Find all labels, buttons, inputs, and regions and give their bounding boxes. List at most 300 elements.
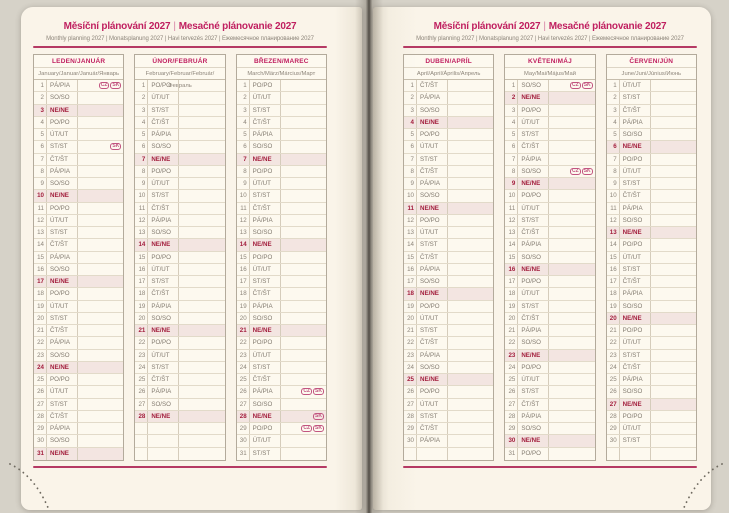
day-number: 26	[607, 386, 620, 397]
day-abbrev: SO/SO	[47, 178, 78, 189]
notes-cell	[549, 276, 594, 287]
day-number: 7	[34, 154, 47, 165]
notes-cell	[448, 350, 493, 361]
day-number: 10	[34, 190, 47, 201]
notes-cell	[281, 154, 326, 165]
day-abbrev: ST/ST	[47, 227, 78, 238]
day-abbrev	[148, 448, 179, 460]
day-row	[34, 350, 123, 362]
holiday-badge-cz: CZ	[572, 82, 579, 89]
day-row	[237, 178, 326, 190]
day-abbrev: PO/PO	[250, 166, 281, 177]
day-abbrev: PÁ/PIA	[47, 423, 78, 434]
day-number: 11	[237, 203, 250, 214]
month-table-2	[134, 54, 225, 461]
day-row	[34, 337, 123, 349]
notes-cell	[179, 288, 224, 299]
month-name: ÚNOR/FEBRUÁR	[135, 55, 224, 68]
day-number: 16	[34, 264, 47, 275]
day-abbrev: ST/ST	[148, 190, 179, 201]
day-abbrev: PO/PO	[620, 325, 651, 336]
day-row	[135, 92, 224, 104]
day-row	[135, 301, 224, 313]
notes-cell	[281, 239, 326, 250]
day-abbrev: SO/SO	[620, 301, 651, 312]
day-abbrev: PO/PO	[518, 190, 549, 201]
day-abbrev: ČT/ŠT	[148, 117, 179, 128]
day-number	[404, 448, 417, 460]
day-number: 5	[404, 129, 417, 140]
notes-cell	[179, 154, 224, 165]
day-abbrev: ST/ST	[250, 448, 281, 460]
notes-cell	[179, 374, 224, 385]
day-row	[237, 313, 326, 325]
day-number: 22	[237, 337, 250, 348]
notes-cell	[448, 435, 493, 446]
notes-cell	[281, 166, 326, 177]
notes-cell	[549, 166, 594, 177]
day-abbrev: PO/PO	[620, 411, 651, 422]
holiday-badge-cz: CZ	[303, 388, 311, 395]
notes-cell	[448, 227, 493, 238]
day-number: 18	[135, 288, 148, 299]
notes-cell	[651, 423, 696, 434]
day-row	[237, 264, 326, 276]
notes-cell	[281, 178, 326, 189]
day-row	[237, 325, 326, 337]
notes-cell	[448, 276, 493, 287]
day-number: 15	[505, 252, 518, 263]
day-abbrev: ÚT/UT	[620, 166, 651, 177]
notes-cell	[179, 227, 224, 238]
notes-cell	[281, 227, 326, 238]
day-abbrev: ČT/ŠT	[250, 203, 281, 214]
notes-cell	[448, 92, 493, 103]
day-abbrev: ČT/ŠT	[518, 399, 549, 410]
day-abbrev: NE/NE	[417, 203, 448, 214]
day-number: 14	[607, 239, 620, 250]
day-number: 23	[237, 350, 250, 361]
day-number: 20	[505, 313, 518, 324]
day-number: 27	[135, 399, 148, 410]
day-row	[34, 288, 123, 300]
notes-cell	[549, 178, 594, 189]
notes-cell	[281, 215, 326, 226]
day-row	[404, 399, 493, 411]
day-row	[34, 80, 123, 92]
title-separator: |	[173, 21, 176, 32]
day-abbrev: PO/PO	[250, 423, 281, 434]
notes-cell	[549, 435, 594, 446]
day-row	[607, 411, 696, 423]
notes-cell	[549, 239, 594, 250]
notes-cell	[281, 190, 326, 201]
notes-cell	[179, 423, 224, 434]
day-row	[135, 337, 224, 349]
day-row	[404, 386, 493, 398]
day-row	[135, 203, 224, 215]
day-row	[505, 105, 594, 117]
day-row	[607, 276, 696, 288]
notes-cell	[78, 154, 123, 165]
notes-cell	[78, 374, 123, 385]
notes-cell	[179, 92, 224, 103]
day-abbrev: SO/SO	[417, 190, 448, 201]
day-abbrev: PÁ/PIA	[47, 166, 78, 177]
day-row	[607, 166, 696, 178]
day-number: 27	[505, 399, 518, 410]
day-row	[34, 411, 123, 423]
day-abbrev: ČT/ŠT	[417, 80, 448, 91]
day-abbrev: PO/PO	[518, 276, 549, 287]
notes-cell	[549, 288, 594, 299]
notes-cell	[78, 435, 123, 446]
day-row	[34, 374, 123, 386]
day-abbrev: PO/PO	[148, 337, 179, 348]
day-abbrev: ST/ST	[518, 386, 549, 397]
notes-cell	[78, 337, 123, 348]
day-abbrev: ÚT/UT	[620, 252, 651, 263]
notes-cell	[549, 423, 594, 434]
day-row	[607, 92, 696, 104]
day-abbrev: NE/NE	[620, 227, 651, 238]
notes-cell	[281, 92, 326, 103]
day-abbrev: ST/ST	[620, 350, 651, 361]
day-row	[34, 203, 123, 215]
day-abbrev: NE/NE	[518, 264, 549, 275]
day-abbrev: PÁ/PIA	[47, 337, 78, 348]
day-row	[404, 448, 493, 460]
day-number: 4	[34, 117, 47, 128]
day-number: 21	[607, 325, 620, 336]
day-number: 31	[505, 448, 518, 460]
day-number	[135, 435, 148, 446]
day-row	[135, 252, 224, 264]
holiday-badge-sk: SK	[315, 412, 322, 419]
holiday-badge-cz: CZ	[100, 82, 108, 89]
day-row	[135, 411, 224, 423]
day-abbrev: NE/NE	[620, 313, 651, 324]
notes-cell	[78, 325, 123, 336]
page-left-content	[21, 7, 362, 510]
notes-cell	[179, 239, 224, 250]
day-number: 12	[505, 215, 518, 226]
day-number: 26	[135, 386, 148, 397]
page-subtitle: Monthly planning 2027 | Monatsplanung 2027 | Havi tervezés 2027 | Ежемесячное планирование 2027	[416, 36, 684, 42]
day-row	[404, 154, 493, 166]
month-languages: February/Februar/Február/Февраль	[135, 68, 224, 80]
day-row	[237, 239, 326, 251]
holiday-badge-sk: SK	[112, 82, 120, 89]
day-row	[607, 264, 696, 276]
day-abbrev: PÁ/PIA	[518, 411, 549, 422]
day-abbrev: PO/PO	[148, 166, 179, 177]
day-abbrev: NE/NE	[417, 374, 448, 385]
day-number: 19	[34, 301, 47, 312]
day-row	[135, 154, 224, 166]
day-number: 7	[135, 154, 148, 165]
day-number: 18	[404, 288, 417, 299]
day-abbrev: ÚT/UT	[417, 141, 448, 152]
day-number: 2	[607, 92, 620, 103]
day-abbrev: PÁ/PIA	[148, 386, 179, 397]
day-number: 26	[505, 386, 518, 397]
notes-cell	[448, 166, 493, 177]
notes-cell	[651, 435, 696, 446]
day-number: 14	[505, 239, 518, 250]
day-row	[237, 399, 326, 411]
day-number: 9	[135, 178, 148, 189]
day-number: 10	[404, 190, 417, 201]
day-row	[607, 337, 696, 349]
notes-cell	[651, 301, 696, 312]
notes-cell	[549, 154, 594, 165]
day-row	[505, 435, 594, 447]
day-abbrev: SO/SO	[250, 227, 281, 238]
notes-cell	[78, 448, 123, 460]
notes-cell	[179, 264, 224, 275]
day-row	[404, 166, 493, 178]
day-row	[34, 92, 123, 104]
day-number: 25	[135, 374, 148, 385]
day-row	[135, 105, 224, 117]
day-number: 13	[135, 227, 148, 238]
day-abbrev: ČT/ŠT	[518, 313, 549, 324]
month-rows	[404, 80, 493, 460]
day-abbrev: PÁ/PIA	[47, 80, 78, 91]
day-number: 10	[237, 190, 250, 201]
notes-cell	[281, 313, 326, 324]
day-number: 21	[505, 325, 518, 336]
page-title	[403, 20, 697, 33]
notes-cell	[179, 337, 224, 348]
day-number: 3	[135, 105, 148, 116]
day-abbrev: ST/ST	[148, 362, 179, 373]
day-abbrev: ÚT/UT	[250, 264, 281, 275]
notes-cell	[651, 411, 696, 422]
day-row	[607, 80, 696, 92]
day-abbrev: PO/PO	[518, 362, 549, 373]
day-number: 21	[237, 325, 250, 336]
day-row	[607, 362, 696, 374]
notes-cell	[281, 386, 326, 397]
notes-cell	[179, 411, 224, 422]
day-abbrev: SO/SO	[47, 350, 78, 361]
day-number: 24	[404, 362, 417, 373]
day-row	[505, 239, 594, 251]
day-abbrev	[148, 435, 179, 446]
notes-cell	[549, 399, 594, 410]
holiday-badge-sk: SK	[315, 388, 322, 395]
day-row	[237, 117, 326, 129]
notes-cell	[448, 423, 493, 434]
day-abbrev: ČT/ŠT	[518, 227, 549, 238]
day-number: 13	[404, 227, 417, 238]
title-separator: |	[543, 21, 546, 32]
day-abbrev: ČT/ŠT	[250, 374, 281, 385]
day-row	[237, 288, 326, 300]
notes-cell	[78, 288, 123, 299]
day-abbrev: ČT/ŠT	[148, 203, 179, 214]
day-row	[34, 129, 123, 141]
day-abbrev: PÁ/PIA	[47, 252, 78, 263]
day-number: 24	[505, 362, 518, 373]
day-abbrev: PÁ/PIA	[417, 178, 448, 189]
day-row	[237, 301, 326, 313]
notes-cell	[78, 215, 123, 226]
day-row	[607, 399, 696, 411]
notes-cell	[179, 129, 224, 140]
notes-cell	[78, 399, 123, 410]
day-row	[34, 154, 123, 166]
day-abbrev: PÁ/PIA	[250, 386, 281, 397]
day-number: 17	[34, 276, 47, 287]
notes-cell	[281, 423, 326, 434]
notes-cell	[78, 252, 123, 263]
notes-cell	[651, 239, 696, 250]
day-row	[404, 411, 493, 423]
day-abbrev: ČT/ŠT	[620, 362, 651, 373]
day-abbrev: SO/SO	[620, 129, 651, 140]
day-row	[135, 276, 224, 288]
notes-cell	[179, 350, 224, 361]
holiday-badge-sk: SK	[112, 143, 120, 150]
day-abbrev: ČT/ŠT	[417, 337, 448, 348]
day-abbrev: ST/ST	[250, 276, 281, 287]
day-number: 29	[505, 423, 518, 434]
day-number: 23	[607, 350, 620, 361]
day-row	[237, 92, 326, 104]
page-title-cs: Měsíční plánování 2027	[433, 21, 541, 32]
day-row	[135, 117, 224, 129]
day-row	[404, 362, 493, 374]
notes-cell	[651, 374, 696, 385]
day-number: 20	[404, 313, 417, 324]
day-abbrev: ST/ST	[417, 239, 448, 250]
notes-cell	[651, 399, 696, 410]
day-row	[607, 203, 696, 215]
notes-cell	[78, 362, 123, 373]
notes-cell	[179, 141, 224, 152]
day-number: 16	[607, 264, 620, 275]
day-abbrev: PÁ/PIA	[148, 215, 179, 226]
notes-cell	[179, 313, 224, 324]
day-abbrev: NE/NE	[518, 350, 549, 361]
day-row	[404, 264, 493, 276]
day-abbrev: PO/PO	[250, 337, 281, 348]
day-row	[607, 141, 696, 153]
day-number: 15	[607, 252, 620, 263]
day-number: 13	[505, 227, 518, 238]
day-number: 1	[34, 80, 47, 91]
day-number: 24	[135, 362, 148, 373]
day-number: 8	[607, 166, 620, 177]
day-abbrev: NE/NE	[148, 325, 179, 336]
day-row	[505, 423, 594, 435]
day-abbrev: PO/PO	[417, 215, 448, 226]
notes-cell	[78, 178, 123, 189]
day-row	[237, 362, 326, 374]
day-row	[404, 374, 493, 386]
month-name: KVĚTEN/MÁJ	[505, 55, 594, 68]
day-row	[505, 325, 594, 337]
notes-cell	[448, 337, 493, 348]
notes-cell	[651, 215, 696, 226]
day-abbrev: ÚT/UT	[518, 374, 549, 385]
day-number: 27	[607, 399, 620, 410]
day-abbrev: PO/PO	[148, 80, 179, 91]
day-row	[607, 423, 696, 435]
day-number: 3	[34, 105, 47, 116]
day-row	[237, 80, 326, 92]
notes-cell	[78, 386, 123, 397]
day-row	[34, 399, 123, 411]
day-number: 1	[135, 80, 148, 91]
day-abbrev: PÁ/PIA	[518, 154, 549, 165]
day-abbrev: SO/SO	[518, 337, 549, 348]
month-languages: June/Juni/Június/Июнь	[607, 68, 696, 80]
month-languages: May/Mai/Május/Май	[505, 68, 594, 80]
notes-cell	[448, 105, 493, 116]
day-abbrev: ČT/ŠT	[250, 288, 281, 299]
day-row	[404, 129, 493, 141]
day-number: 13	[607, 227, 620, 238]
day-number: 2	[34, 92, 47, 103]
day-row	[505, 190, 594, 202]
day-abbrev: NE/NE	[518, 92, 549, 103]
notes-cell	[651, 166, 696, 177]
notes-cell	[448, 239, 493, 250]
notes-cell	[549, 215, 594, 226]
day-row	[404, 276, 493, 288]
day-row	[505, 288, 594, 300]
day-number: 22	[607, 337, 620, 348]
notes-cell	[179, 325, 224, 336]
page-title-sk: Mesačné plánovanie 2027	[178, 21, 297, 32]
day-abbrev: NE/NE	[518, 435, 549, 446]
day-row	[135, 227, 224, 239]
day-number: 30	[404, 435, 417, 446]
day-row	[237, 141, 326, 153]
day-abbrev: ST/ST	[250, 362, 281, 373]
notes-cell	[281, 337, 326, 348]
month-table-3	[236, 54, 327, 461]
day-abbrev: SO/SO	[47, 435, 78, 446]
day-abbrev: ÚT/UT	[47, 215, 78, 226]
day-row	[135, 386, 224, 398]
page-title-cs: Měsíční plánování 2027	[63, 21, 171, 32]
notes-cell	[549, 411, 594, 422]
day-number: 9	[34, 178, 47, 189]
notes-cell	[651, 337, 696, 348]
notes-cell	[549, 129, 594, 140]
notes-cell	[448, 215, 493, 226]
day-row	[607, 178, 696, 190]
notes-cell	[448, 190, 493, 201]
notes-cell	[179, 301, 224, 312]
day-abbrev	[417, 448, 448, 460]
day-number: 22	[404, 337, 417, 348]
day-row	[404, 215, 493, 227]
notes-cell	[78, 80, 123, 91]
notes-cell	[651, 350, 696, 361]
day-row	[135, 435, 224, 447]
day-number	[135, 423, 148, 434]
notes-cell	[448, 325, 493, 336]
day-row	[505, 166, 594, 178]
day-row	[34, 435, 123, 447]
month-name: ČERVEN/JÚN	[607, 55, 696, 68]
